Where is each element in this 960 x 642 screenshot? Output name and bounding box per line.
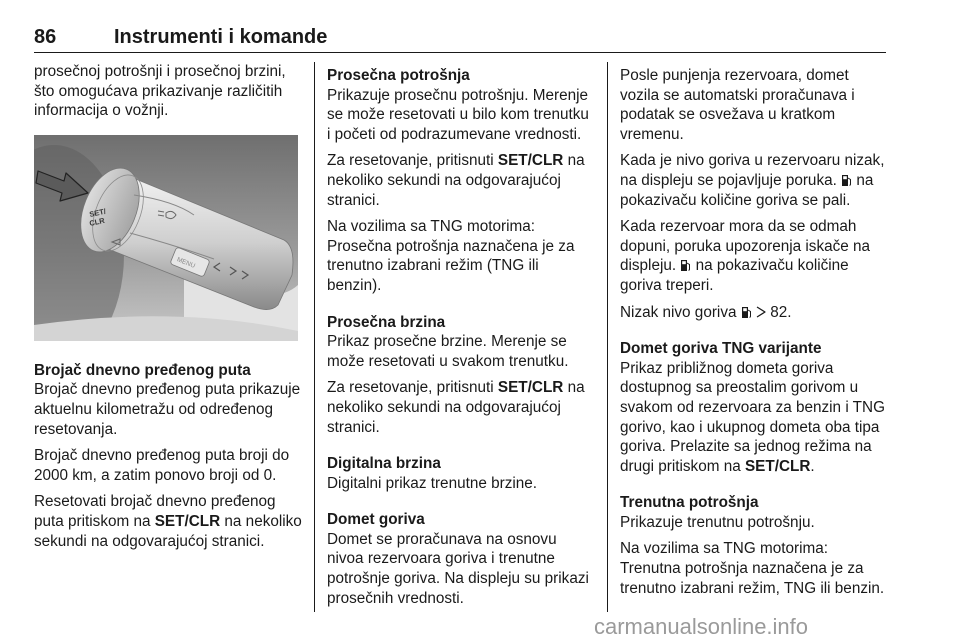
- trip-heading: Brojač dnevno pređenog puta: [34, 361, 251, 379]
- header-rule: [34, 52, 886, 53]
- tng-range-paragraph: [620, 359, 888, 477]
- page-header: [34, 26, 886, 54]
- fuel-pump-icon: [841, 173, 852, 187]
- range-heading: Domet goriva: [327, 511, 425, 529]
- inst-consumption-paragraph-2: Na vozilima sa TNG motorima: Trenutna potrošnja naznačena je za trenutno izabrani režim, TNG ili benzin.: [620, 540, 885, 597]
- column-1: [34, 62, 302, 551]
- set-clr-term: SET/CLR: [497, 152, 564, 170]
- low-fuel-text: Kada je nivo goriva u rezervoaru nizak, na displeju se pojavljuje poruka.: [620, 152, 885, 189]
- refill-paragraph: [620, 217, 888, 295]
- avg-consumption-paragraph-2: [327, 151, 595, 210]
- low-level-text: Nizak nivo goriva: [620, 303, 741, 321]
- tng-range-text-end: .: [810, 457, 815, 475]
- avg-cons-p2-text: Za resetovanje, pritisnuti: [327, 152, 498, 170]
- column-3: [620, 66, 888, 598]
- steering-lever-image: [34, 135, 298, 341]
- trip-paragraph-1: Brojač dnevno pređenog puta prikazuje aktuelnu kilometražu od određenog resetovanja.: [34, 381, 301, 438]
- trip-paragraph-3: [34, 492, 302, 551]
- menu-label: MENU: [175, 255, 197, 270]
- refuel-paragraph: Posle punjenja rezervoara, domet vozila se automatski proračunava i podatak se osvežava u kratkom vremenu.: [620, 67, 855, 143]
- low-level-reference: [620, 303, 888, 323]
- avg-consumption-heading: Prosečna potrošnja: [327, 67, 470, 84]
- fuel-pump-icon: [680, 258, 691, 272]
- fuel-pump-icon: [741, 305, 752, 319]
- avg-speed-p2-text-end: na nekoliko sekundi na odgovarajućoj stranici.: [327, 379, 585, 436]
- tng-range-heading: Domet goriva TNG varijante: [620, 340, 822, 358]
- inst-consumption-heading: Trenutna potrošnja: [620, 494, 759, 512]
- page-reference-icon[interactable]: [756, 306, 766, 318]
- digital-speed-heading: Digitalna brzina: [327, 455, 441, 473]
- trip-paragraph-2: Brojač dnevno pređenog puta broji do 2000 km, a zatim ponovo broji od 0.: [34, 447, 290, 484]
- set-clr-term: SET/CLR: [154, 512, 221, 530]
- trip-p3-text: Resetovati brojač dnevno pređenog puta pritiskom na: [34, 493, 276, 530]
- low-fuel-paragraph: [620, 151, 888, 210]
- refill-text: Kada rezervoar mora da se odmah dopuni, poruka upozorenja iskače na displeju.: [620, 218, 871, 275]
- tng-range-text: Prikaz približnog dometa goriva dostupnog sa preostalim gorivom u svakom od rezervoara za benzin i TNG gorivo, kao i ukupnog dometa oba tipa goriva. Prelazite sa jednog režima na drugi pritiskom na: [620, 359, 885, 475]
- set-clr-term: SET/CLR: [497, 379, 564, 397]
- low-level-page-link[interactable]: 82.: [770, 303, 792, 321]
- intro-paragraph: prosečnoj potrošnji i prosečnoj brzini, što omogućava prikazivanje različitih informacija o vožnji.: [34, 63, 286, 120]
- page-number: 86: [34, 26, 57, 48]
- trip-p3-text-end: na nekoliko sekundi na odgovarajućoj stranici.: [34, 512, 302, 550]
- avg-speed-paragraph-1: Prikaz prosečne brzine. Merenje se može resetovati u svakom trenutku.: [327, 333, 569, 370]
- avg-consumption-paragraph-1: Prikazuje prosečnu potrošnju. Merenje se može resetovati u bilo kom trenutku i početi od podrazumevane vrednosti.: [327, 86, 589, 143]
- avg-cons-p2-text-end: na nekoliko sekundi na odgovarajućoj stranici.: [327, 152, 585, 209]
- set-clr-term: SET/CLR: [744, 457, 811, 475]
- page-title: Instrumenti i komande: [114, 26, 328, 48]
- column-divider-1: [314, 62, 315, 612]
- avg-speed-heading: Prosečna brzina: [327, 313, 446, 331]
- inst-consumption-paragraph-1: Prikazuje trenutnu potrošnju.: [620, 513, 815, 531]
- watermark: carmanualsonline.info: [594, 614, 809, 639]
- low-fuel-text-end: na pokazivaču količine goriva se pali.: [620, 171, 874, 209]
- refill-text-end: na pokazivaču količine goriva treperi.: [620, 257, 849, 294]
- range-paragraph: Domet se proračunava na osnovu nivoa rezervoara goriva i trenutne potrošnje goriva. Na displeju su prikazi prosečnih vrednosti.: [327, 530, 589, 607]
- column-2: [327, 66, 595, 608]
- lever-illustration: [34, 135, 298, 341]
- avg-speed-p2-text: Za resetovanje, pritisnuti: [327, 379, 498, 397]
- avg-consumption-paragraph-3: Na vozilima sa TNG motorima: Prosečna potrošnja naznačena je za trenutno izabrani režim (TNG ili benzin).: [327, 218, 575, 294]
- digital-speed-paragraph: Digitalni prikaz trenutne brzine.: [327, 474, 538, 492]
- column-divider-2: [607, 62, 608, 612]
- set-clr-label-line1: SET/: [88, 206, 107, 219]
- set-clr-label-line2: CLR: [88, 215, 106, 228]
- avg-speed-paragraph-2: [327, 378, 595, 437]
